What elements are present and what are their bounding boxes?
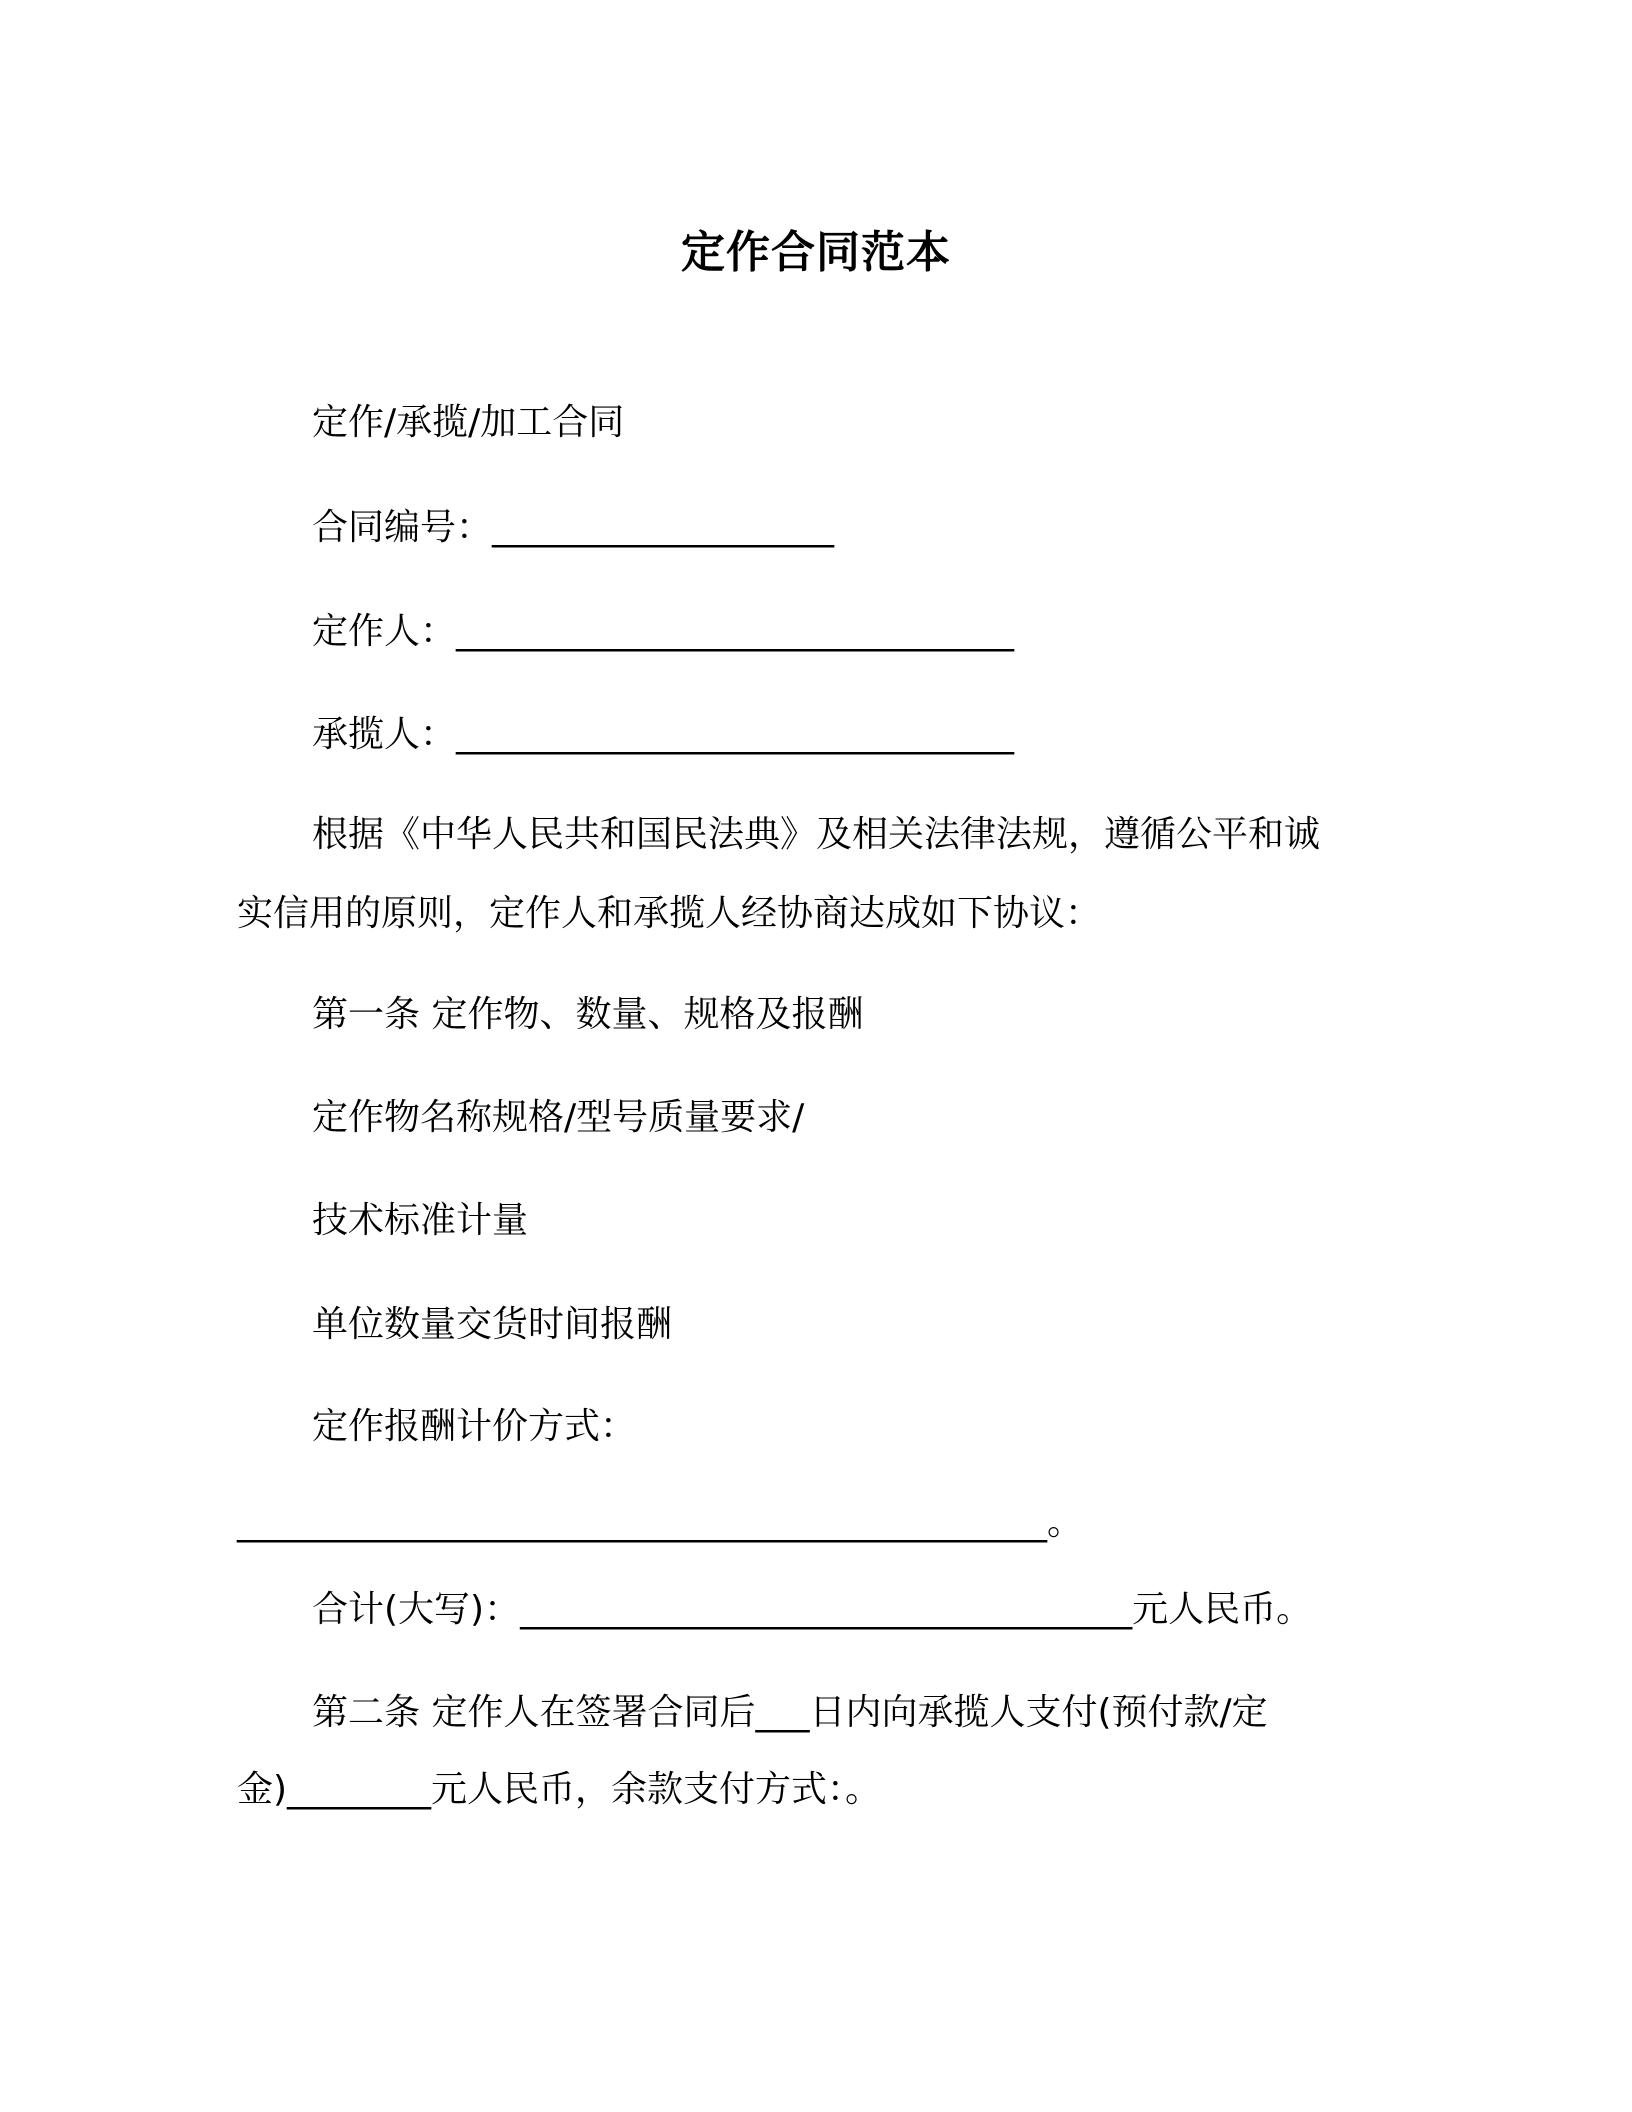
table-header-line-1: 定作物名称规格/型号质量要求/ (312, 1097, 805, 1138)
preamble-line-1: 根据《中华人民共和国民法典》及相关法律法规，遵循公平和诚 (312, 814, 1321, 855)
pricing-method-blank: _____________________________________________。 (237, 1502, 1083, 1543)
orderer-line: 定作人：_______________________________ (312, 611, 1015, 652)
table-header-line-2: 技术标准计量 (312, 1200, 529, 1241)
table-header-line-3: 单位数量交货时间报酬 (312, 1304, 673, 1345)
page-title: 定作合同范本 (681, 227, 951, 278)
contract-number-line: 合同编号：___________________ (312, 507, 835, 548)
article-1-heading: 第一条 定作物、数量、规格及报酬 (312, 994, 864, 1035)
preamble-line-2: 实信用的原则，定作人和承揽人经协商达成如下协议： (237, 893, 1102, 934)
article-2-line-2: 金)________元人民币，余款支付方式：。 (237, 1769, 882, 1810)
contractor-line: 承揽人：_______________________________ (312, 714, 1015, 755)
article-2-line-1: 第二条 定作人在签署合同后___日内向承揽人支付(预付款/定 (312, 1692, 1268, 1733)
pricing-method-label: 定作报酬计价方式： (312, 1406, 637, 1447)
contract-type-line: 定作/承揽/加工合同 (312, 402, 625, 443)
total-amount-line: 合计(大写)：__________________________________元人民币。 (312, 1589, 1313, 1630)
